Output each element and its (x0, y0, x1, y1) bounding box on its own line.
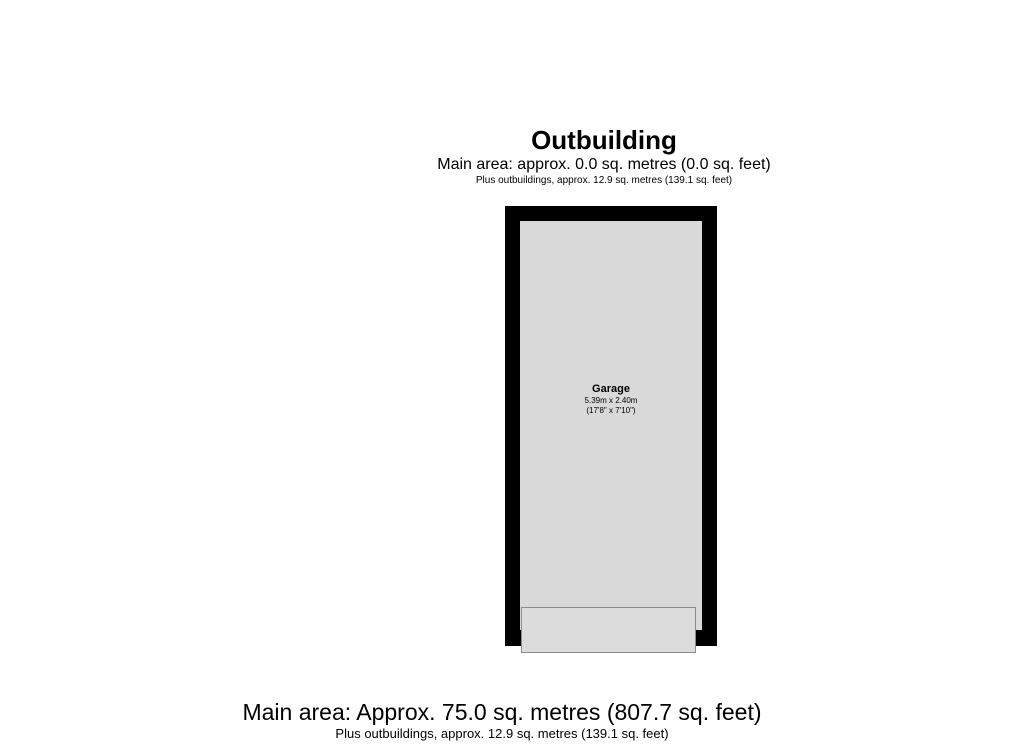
building-outbuildings-area: Plus outbuildings, approx. 12.9 sq. metres (139.1 sq. feet) (475, 175, 733, 186)
building-main-area: Main area: approx. 0.0 sq. metres (0.0 sq. feet) (437, 156, 771, 173)
room-dimensions-metric: 5.39m x 2.40m (584, 396, 638, 405)
total-main-area: Main area: Approx. 75.0 sq. metres (807.7 sq. feet) (242, 699, 762, 725)
garage-door (522, 608, 696, 653)
garage-label (521, 383, 701, 416)
garage-floor (520, 221, 702, 630)
building-title: Outbuilding (531, 125, 677, 155)
total-outbuildings-area: Plus outbuildings, approx. 12.9 sq. metres (139.1 sq. feet) (335, 726, 669, 741)
room-dimensions-imperial: (17'8" x 7'10") (586, 406, 636, 415)
room-name: Garage (592, 383, 630, 395)
area-totals (0, 698, 1004, 742)
